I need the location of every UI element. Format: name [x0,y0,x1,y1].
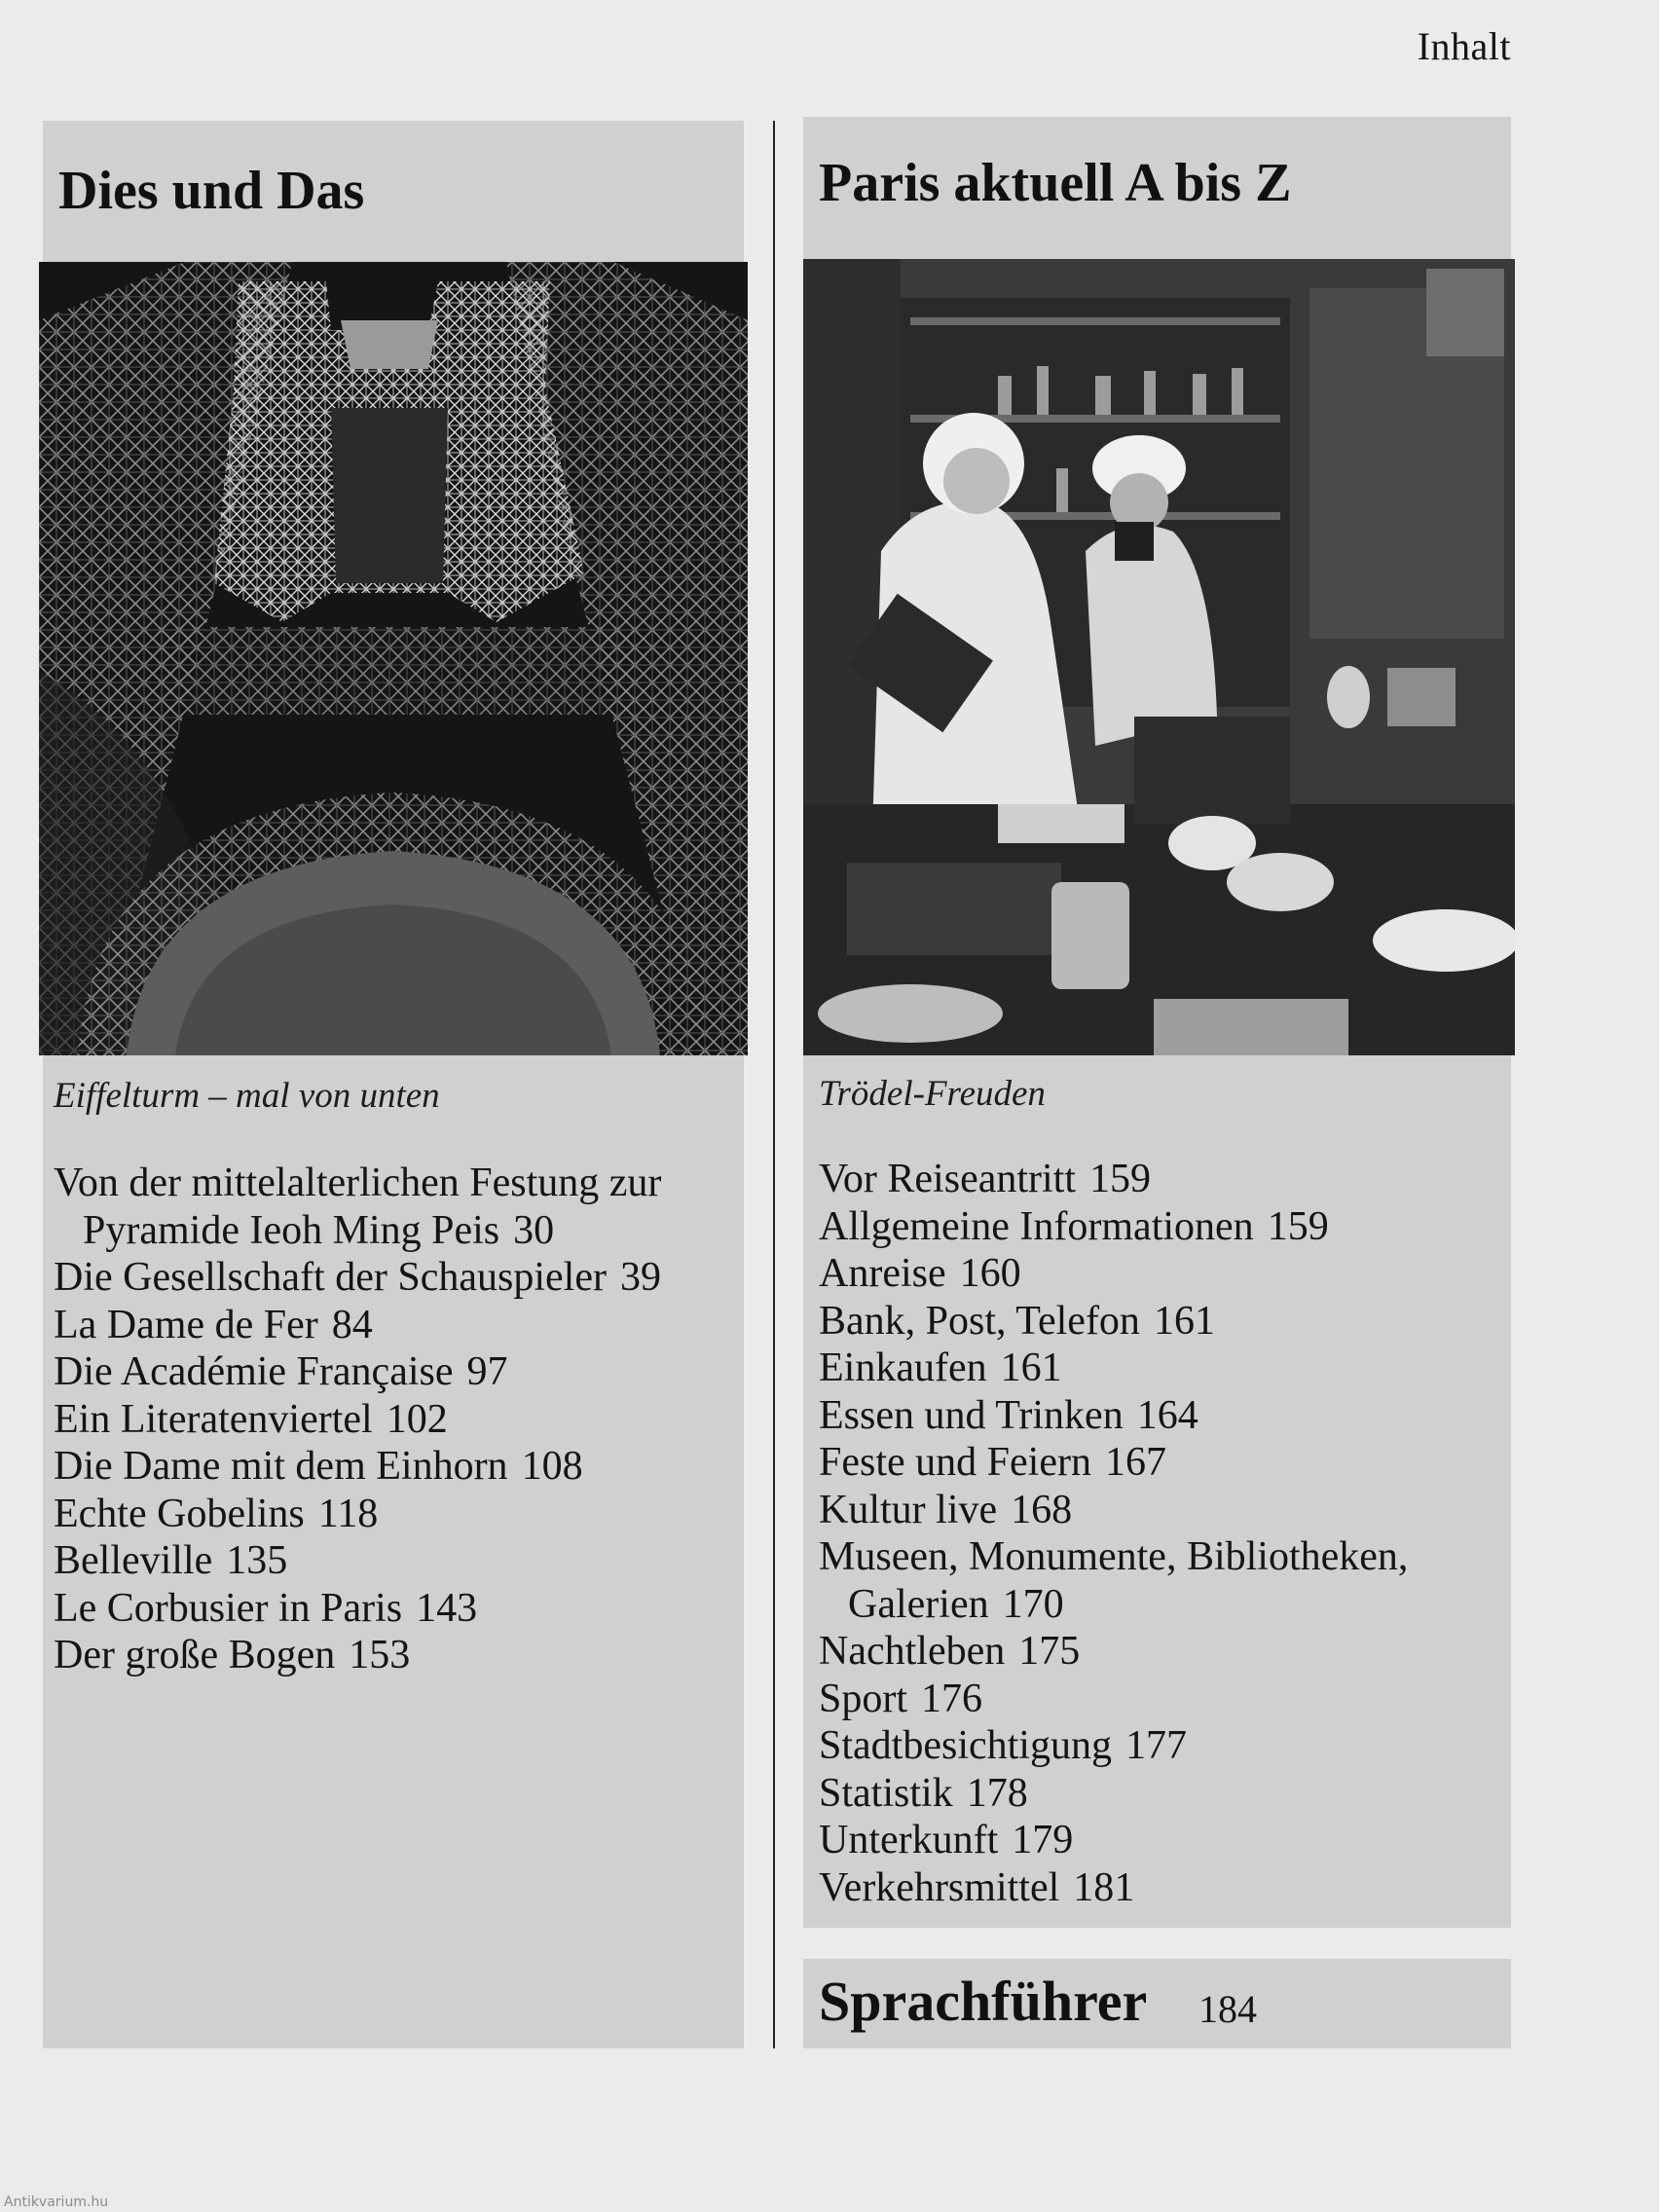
eiffel-tower-illustration [39,262,748,1055]
page-number: 39 [619,1255,661,1300]
page-number: 102 [386,1396,448,1442]
page-number: 159 [1267,1203,1329,1249]
toc-item: Pyramide Ieoh Ming Peis 30 [83,1207,555,1253]
page-number: 159 [1089,1157,1152,1201]
running-header: Inhalt [1417,24,1511,68]
toc-item: Vor Reiseantritt 159 [819,1157,1152,1201]
toc-item: Die Dame mit dem Einhorn 108 [54,1444,583,1489]
page-number: 177 [1124,1723,1187,1768]
toc-item: Galerien 170 [848,1581,1064,1627]
page-number: 170 [1002,1581,1064,1627]
toc-item: Statistik 178 [819,1770,1028,1816]
toc-item: Allgemeine Informationen 159 [819,1203,1329,1249]
toc-item: Belleville 135 [54,1538,288,1583]
flea-market-illustration [803,259,1515,1055]
page-number: 30 [513,1207,555,1253]
left-section-panel [43,121,744,2048]
page-number: 168 [1011,1487,1073,1532]
left-photo-caption: Eiffelturm – mal von unten [54,1076,440,1116]
page-number: 143 [416,1585,478,1631]
toc-item: Die Gesellschaft der Schauspieler 39 [54,1255,661,1300]
page-number: 181 [1073,1864,1135,1910]
toc-item: Stadtbesichtigung 177 [819,1723,1187,1768]
right-section-title: Paris aktuell A bis Z [819,153,1292,213]
page-number: 161 [1000,1346,1062,1390]
toc-item: Einkaufen 161 [819,1346,1062,1390]
page-number: 176 [921,1676,983,1721]
page-number: 160 [959,1251,1021,1296]
page-number: 179 [1012,1818,1074,1862]
flea-market-photo [803,259,1515,1055]
page-number: 118 [317,1491,379,1536]
toc-item: Die Académie Française 97 [54,1349,508,1394]
page-number: 97 [466,1349,508,1394]
watermark: Antikvarium.hu [4,2194,109,2210]
toc-item: Feste und Feiern 167 [819,1440,1166,1485]
toc-item: Sport 176 [819,1676,983,1721]
page-number: 153 [349,1633,411,1677]
toc-item: Von der mittelalterlichen Festung zur [54,1161,662,1205]
page-number: 161 [1153,1298,1215,1344]
toc-item: Der große Bogen 153 [54,1633,411,1677]
left-section-title: Dies und Das [58,161,365,221]
left-contents-list [54,1160,740,1679]
toc-item: Ein Literatenviertel 102 [54,1396,448,1442]
page-number: 108 [521,1444,583,1489]
page-number: 164 [1136,1392,1198,1438]
toc-item: Verkehrsmittel 181 [819,1864,1135,1910]
language-guide-box [803,1959,1511,2048]
right-photo-caption: Trödel-Freuden [819,1074,1046,1114]
page-number: 135 [226,1538,288,1583]
eiffel-tower-photo [39,262,748,1055]
page-number: 175 [1018,1629,1081,1674]
toc-item: Kultur live 168 [819,1487,1073,1532]
toc-item: Museen, Monumente, Bibliotheken, [819,1534,1409,1579]
page-number: 178 [966,1770,1028,1816]
toc-item: Bank, Post, Telefon 161 [819,1298,1215,1344]
toc-item: Essen und Trinken 164 [819,1392,1198,1438]
toc-item: Echte Gobelins 118 [54,1491,379,1536]
toc-item: Anreise 160 [819,1251,1021,1296]
page-number: 84 [331,1302,373,1347]
toc-item: Le Corbusier in Paris 143 [54,1585,478,1631]
right-section-panel [803,117,1511,1928]
language-guide-title: Sprachführer [819,1970,1148,2033]
page-number: 167 [1104,1440,1166,1485]
language-guide-page: 184 [1198,1987,1257,2031]
toc-item: Unterkunft 179 [819,1818,1074,1862]
toc-item: Nachtleben 175 [819,1629,1081,1674]
column-divider [773,121,775,2048]
toc-item: La Dame de Fer 84 [54,1302,373,1347]
right-contents-list [819,1156,1505,1911]
